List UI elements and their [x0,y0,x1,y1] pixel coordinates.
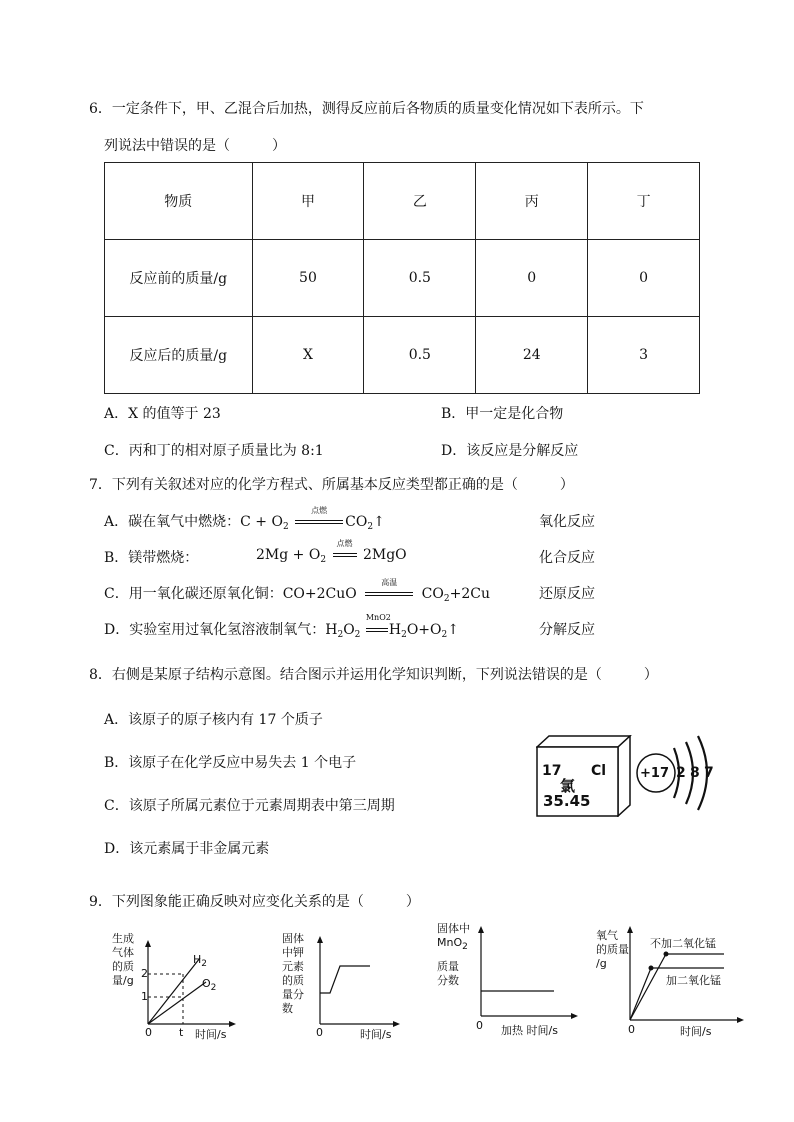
q7-d-left: H [325,622,338,638]
q6-mass-table [104,162,700,394]
q6-option-d: D．该反应是分解反应 [441,443,579,459]
q7-c-right2: +2Cu [449,586,490,602]
graph4-ylabel: 氧气 的质量 /g [596,929,629,970]
q7-b-text: B．镁带燃烧： [104,550,199,566]
q7-d-arrow [365,613,391,638]
q7-d-right: H [388,622,402,638]
graph3-xlabel: 加热 时间/s [501,1024,558,1037]
q7-a-type: 氧化反应 [539,514,595,530]
q6-option-c: C．丙和丁的相对原子质量比为 8:1 [104,443,324,459]
graph1-tick-2: 2 [141,967,148,980]
q7-b-type: 化合反应 [539,550,595,566]
table-cell: 反应前的质量/g [105,240,253,317]
graph2-origin: 0 [316,1026,323,1039]
graph-2 [300,930,410,1040]
q6-option-b: B．甲一定是化合物 [441,406,564,422]
q7-b-condition: 点燃 [336,539,353,548]
element-name: 氯 [560,777,576,795]
q6-stem-line1: 6．一定条件下，甲、乙混合后加热，测得反应前后各物质的质量变化情况如下表所示。下 [89,101,644,117]
q7-a-arrow [295,506,343,530]
q7-stem: 7．下列有关叙述对应的化学方程式、所属基本反应类型都正确的是（ ） [89,477,574,493]
table-header-cell: 丙 [476,163,588,240]
table-cell: 0.5 [364,240,476,317]
graph1-origin: 0 [145,1026,152,1039]
shell-electrons: 7 [704,765,714,781]
q7-a-condition: 点燃 [311,506,328,515]
table-row [105,240,700,317]
table-header-cell: 物质 [105,163,253,240]
q6-option-a: A．X 的值等于 23 [104,406,221,422]
table-cell: X [252,317,364,394]
graph2-xlabel: 时间/s [360,1028,392,1041]
table-cell: 0 [476,240,588,317]
q8-stem: 8．右侧是某原子结构示意图。结合图示并运用化学知识判断，下列说法错误的是（ ） [89,667,658,683]
q7-b-right: 2MgO [362,547,407,563]
q7-d-type: 分解反应 [539,622,595,638]
table-row [105,317,700,394]
shell-electrons: 2 [676,765,686,781]
graph1-o2-label: $O_2$ [202,977,217,993]
graph1-xlabel: 时间/s [195,1028,227,1041]
q7-option-c: C．用一氧化碳还原氧化铜：CO+2CuO 高温 $CO_2+2Cu$ [104,578,490,604]
element-symbol: Cl [591,763,607,779]
graph2-ylabel: 固体 中钾 元素 的质 量分 数 [282,932,304,1015]
q6-stem-line2: 列说法中错误的是（ ） [104,138,286,154]
graph1-t-label: t [179,1026,184,1039]
q8-option-c: C．该原子所属元素位于元素周期表中第三周期 [104,798,395,814]
q7-b-arrow [333,539,357,563]
q7-option-d: D．实验室用过氧化氢溶液制氧气：$H_2O_2$ MnO2 $H_2O+O_2↑$ [104,613,459,640]
q7-a-right: CO [345,514,368,530]
element-mass: 35.45 [543,792,591,810]
q8-option-a: A．该原子的原子核内有 17 个质子 [104,712,323,728]
graph-3 [470,920,590,1030]
q7-option-b-eq: $2Mg + O_2$ 点燃 2MgO [256,539,407,565]
graph4-xlabel: 时间/s [680,1025,712,1038]
shell-electrons: 8 [690,765,700,781]
table-cell: 0.5 [364,317,476,394]
q7-c-condition: 高温 [381,578,398,587]
o2-line [148,982,206,1024]
q7-c-text: C．用一氧化碳还原氧化铜： [104,586,283,602]
q9-stem: 9．下列图象能正确反映对应变化关系的是（ ） [89,894,420,910]
graph4-label-no-mno2: 不加二氧化锰 [650,937,716,950]
q7-a-text: A．碳在氧气中燃烧： [104,514,241,530]
table-cell: 50 [252,240,364,317]
q7-option-a: A．碳在氧气中燃烧：$C + O_2$ 点燃 $CO_2↑$ [104,506,385,532]
graph3-ylabel: 固体中 MnO$_2$ 质量 分数 [437,922,470,987]
q7-c-right: CO [421,586,444,602]
table-cell: 24 [476,317,588,394]
element-number: 17 [542,763,562,779]
graph4-origin: 0 [628,1023,635,1036]
table-header-cell: 乙 [364,163,476,240]
q7-c-left: CO+2CuO [282,586,357,602]
q7-a-left: C + O [240,514,283,530]
graph2-line [320,966,370,993]
table-header-cell: 丁 [588,163,700,240]
graph1-h2-label: $H_2$ [193,953,208,969]
q8-option-d: D．该元素属于非金属元素 [104,841,270,857]
q7-d-text: D．实验室用过氧化氢溶液制氧气： [104,622,326,638]
q8-option-b: B．该原子在化学反应中易失去 1 个电子 [104,755,357,771]
q7-c-type: 还原反应 [539,586,595,602]
q7-b-left: 2Mg + O [256,547,321,563]
graph1-tick-1: 1 [141,990,148,1003]
graph4-label-mno2: 加二氧化锰 [666,974,721,987]
q7-c-arrow [365,578,413,602]
q7-d-condition: MnO2 [365,613,391,622]
table-header-row [105,163,700,240]
table-cell: 0 [588,240,700,317]
graph3-origin: 0 [476,1019,483,1032]
nucleus-charge: +17 [640,766,669,781]
table-header-cell: 甲 [252,163,364,240]
graph1-ylabel: 生成 气体 的质 量/g [112,932,134,987]
table-cell: 反应后的质量/g [105,317,253,394]
table-cell: 3 [588,317,700,394]
